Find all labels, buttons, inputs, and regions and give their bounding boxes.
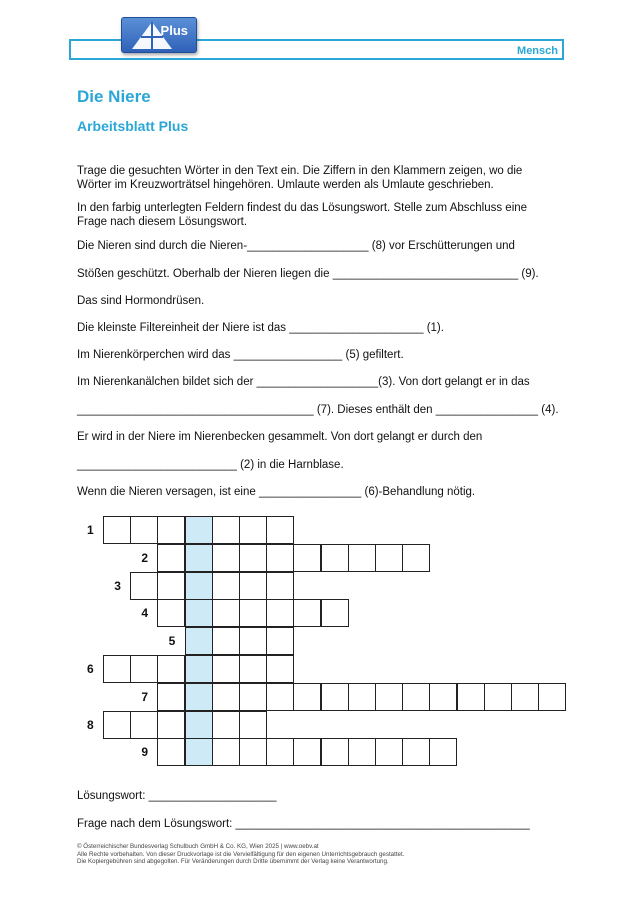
cloze-line: _____________________________________ (7). Dieses enthält den ________________ (4). — [77, 404, 559, 416]
crossword-cell[interactable] — [239, 683, 267, 711]
crossword-solution-cell[interactable] — [185, 544, 213, 572]
crossword-cell[interactable] — [457, 683, 485, 711]
crossword-cell[interactable] — [266, 544, 294, 572]
crossword-cell[interactable] — [293, 683, 321, 711]
cloze-line: Die kleinste Filtereinheit der Niere ist das _____________________ (1). — [77, 322, 444, 334]
crossword-cell[interactable] — [212, 599, 240, 627]
solution-word-line: Lösungswort: ____________________ — [77, 790, 277, 802]
crossword-cell[interactable] — [103, 711, 131, 739]
crossword-cell[interactable] — [239, 516, 267, 544]
logo-text: Plus — [160, 23, 188, 38]
cloze-line: Das sind Hormondrüsen. — [77, 295, 205, 307]
footer-disclaimer: Die Kopiergebühren sind abgegolten. Für Veränderungen durch Dritte übernimmt der Verlag keine Verantwortung. — [77, 858, 389, 866]
crossword-cell[interactable] — [212, 516, 240, 544]
crossword-cell[interactable] — [212, 544, 240, 572]
crossword-cell[interactable] — [239, 738, 267, 766]
crossword-cell[interactable] — [484, 683, 512, 711]
crossword-solution-cell[interactable] — [185, 599, 213, 627]
crossword-solution-cell[interactable] — [185, 738, 213, 766]
crossword-row-number: 3 — [114, 578, 121, 593]
crossword-solution-cell[interactable] — [185, 516, 213, 544]
crossword-cell[interactable] — [239, 544, 267, 572]
instruction-paragraph: In den farbig unterlegten Feldern findest du das Lösungswort. Stelle zum Abschluss eine Frage nach diesem Lösungswort. — [77, 202, 528, 228]
crossword-cell[interactable] — [239, 655, 267, 683]
crossword-cell[interactable] — [266, 627, 294, 655]
crossword-cell[interactable] — [429, 683, 457, 711]
crossword-cell[interactable] — [266, 683, 294, 711]
question-line: Frage nach dem Lösungswort: ______________________________________________ — [77, 818, 530, 830]
footer-copyright: © Österreichischer Bundesverlag Schulbuch GmbH & Co. KG, Wien 2025 | www.oebv.at — [77, 843, 319, 850]
crossword-cell[interactable] — [266, 572, 294, 600]
crossword-cell[interactable] — [212, 711, 240, 739]
crossword-solution-cell[interactable] — [185, 627, 213, 655]
crossword-cell[interactable] — [511, 683, 539, 711]
crossword-cell[interactable] — [212, 572, 240, 600]
crossword-solution-cell[interactable] — [185, 572, 213, 600]
crossword-cell[interactable] — [266, 655, 294, 683]
cloze-line: Er wird in der Niere im Nierenbecken gesammelt. Von dort gelangt er durch den — [77, 431, 483, 443]
crossword-row-number: 5 — [168, 634, 176, 649]
crossword-cell[interactable] — [429, 738, 457, 766]
crossword-row-number: 4 — [141, 606, 149, 621]
crossword-solution-cell[interactable] — [185, 683, 213, 711]
crossword-cell[interactable] — [157, 599, 185, 627]
crossword-cell[interactable] — [212, 738, 240, 766]
crossword-row-number: 1 — [87, 523, 94, 537]
crossword-cell[interactable] — [212, 655, 240, 683]
crossword-cell[interactable] — [321, 544, 349, 572]
crossword-cell[interactable] — [348, 683, 376, 711]
crossword-cell[interactable] — [239, 711, 267, 739]
crossword-cell[interactable] — [157, 516, 185, 544]
crossword-cell[interactable] — [375, 683, 403, 711]
page-title: Die Niere — [77, 87, 151, 106]
crossword-cell[interactable] — [375, 544, 403, 572]
crossword-cell[interactable] — [239, 599, 267, 627]
crossword-cell[interactable] — [348, 544, 376, 572]
crossword-cell[interactable] — [402, 683, 430, 711]
crossword-cell[interactable] — [321, 738, 349, 766]
crossword-cell[interactable] — [375, 738, 403, 766]
crossword-cell[interactable] — [157, 711, 185, 739]
crossword-cell[interactable] — [103, 516, 131, 544]
page-subtitle: Arbeitsblatt Plus — [77, 118, 189, 134]
crossword-cell[interactable] — [266, 738, 294, 766]
footer — [77, 843, 404, 866]
plus-logo — [121, 17, 197, 53]
crossword-row-number: 7 — [141, 689, 149, 704]
crossword-row-number: 8 — [87, 717, 94, 732]
cloze-line: Im Nierenkanälchen bildet sich der ___________________(3). Von dort gelangt er in das — [77, 376, 530, 388]
crossword-cell[interactable] — [402, 544, 430, 572]
crossword-cell[interactable] — [130, 516, 158, 544]
crossword-cell[interactable] — [212, 627, 240, 655]
crossword-solution-cell[interactable] — [185, 655, 213, 683]
crossword-cell[interactable] — [348, 738, 376, 766]
crossword-cell[interactable] — [157, 738, 185, 766]
instruction-paragraph: Trage die gesuchten Wörter in den Text ein. Die Ziffern in den Klammern zeigen, wo die Wörter im Kreuzworträtsel hingehören. Umlaute werden als Umlaute geschrieben. — [77, 165, 523, 191]
cloze-line: Stößen geschützt. Oberhalb der Nieren liegen die _____________________________ (9). — [77, 268, 539, 280]
crossword-cell[interactable] — [157, 572, 185, 600]
crossword-cell[interactable] — [157, 683, 185, 711]
subject-label: Mensch — [517, 45, 558, 57]
crossword-cell[interactable] — [212, 683, 240, 711]
crossword-cell[interactable] — [321, 683, 349, 711]
crossword-row-number: 6 — [87, 662, 94, 676]
crossword-cell[interactable] — [293, 599, 321, 627]
cloze-line: Die Nieren sind durch die Nieren-___________________ (8) vor Erschütterungen und — [77, 240, 515, 252]
crossword-cell[interactable] — [239, 572, 267, 600]
crossword-cell[interactable] — [266, 516, 294, 544]
crossword-cell[interactable] — [266, 599, 294, 627]
crossword-cell[interactable] — [157, 544, 185, 572]
footer-rights: Alle Rechte vorbehalten. Von dieser Druckvorlage ist die Vervielfältigung für den eigenen Unterrichtsgebrauch gestattet. — [77, 850, 405, 858]
crossword-row-number: 2 — [141, 550, 149, 565]
crossword-cell[interactable] — [293, 544, 321, 572]
crossword-solution-cell[interactable] — [185, 711, 213, 739]
crossword-row-number: 9 — [141, 745, 149, 760]
crossword-cell[interactable] — [103, 655, 131, 683]
crossword-cell[interactable] — [130, 572, 158, 600]
crossword-cell[interactable] — [157, 655, 185, 683]
crossword-cell[interactable] — [130, 655, 158, 683]
crossword-cell[interactable] — [239, 627, 267, 655]
crossword-cell[interactable] — [402, 738, 430, 766]
cloze-line: Wenn die Nieren versagen, ist eine ________________ (6)-Behandlung nötig. — [77, 486, 476, 498]
cloze-line: _________________________ (2) in die Harnblase. — [77, 459, 344, 471]
crossword-cell[interactable] — [130, 711, 158, 739]
cloze-line: Im Nierenkörperchen wird das _________________ (5) gefiltert. — [77, 349, 404, 361]
crossword-cell[interactable] — [293, 738, 321, 766]
crossword-cell[interactable] — [538, 683, 566, 711]
crossword-cell[interactable] — [321, 599, 349, 627]
